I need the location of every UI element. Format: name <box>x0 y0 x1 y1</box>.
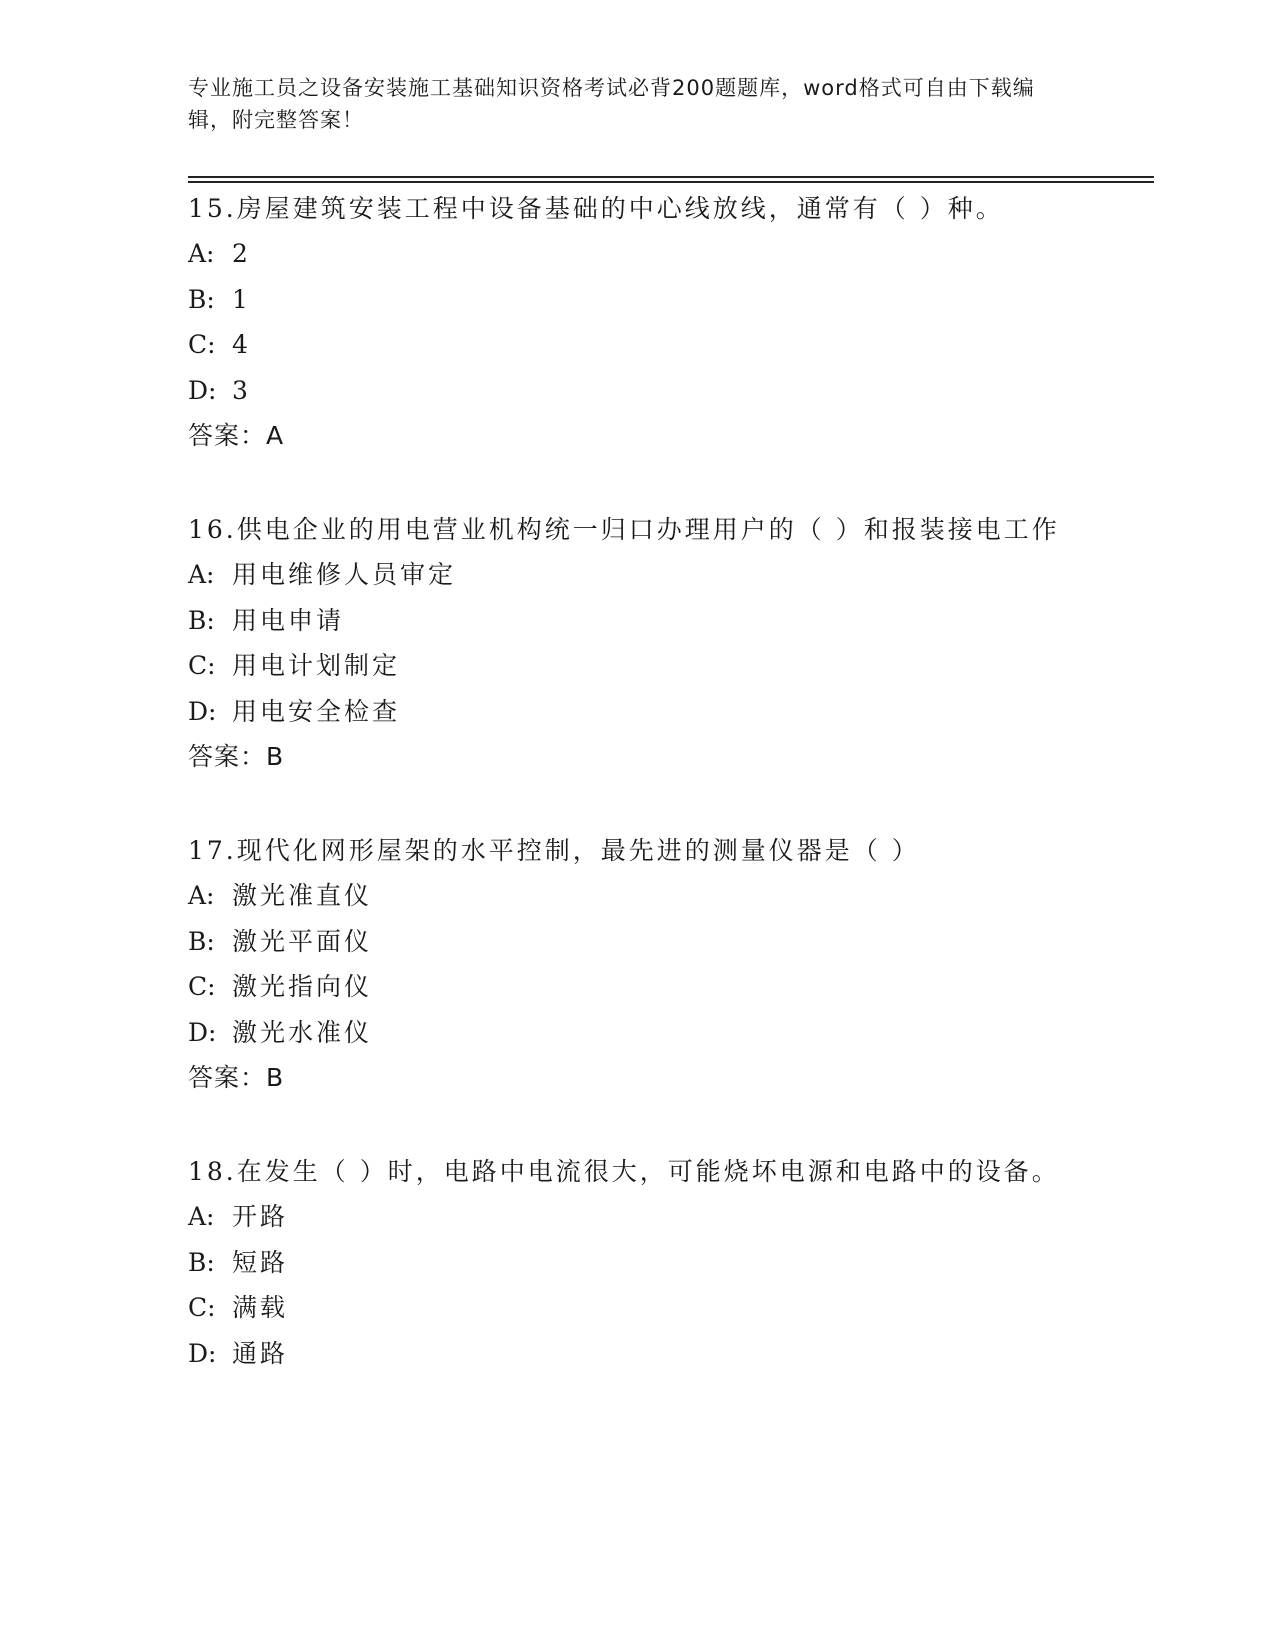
question-16 <box>188 507 1068 780</box>
option-text: 激光准直仪 <box>232 881 373 910</box>
option-a <box>188 873 1068 919</box>
option-d <box>188 368 1068 414</box>
option-text: 开路 <box>232 1202 289 1231</box>
question-15 <box>188 186 1068 459</box>
option-text: 激光平面仪 <box>232 926 373 956</box>
answer-line: 答案：B <box>188 742 285 771</box>
option-b <box>188 277 1068 323</box>
option-text: 用电安全检查 <box>232 696 401 726</box>
question-17 <box>188 828 1068 1101</box>
option-text: 用电申请 <box>232 605 345 635</box>
option-text: 用电维修人员审定 <box>232 560 457 589</box>
answer-line: 答案：B <box>188 1063 285 1092</box>
option-letter: A: <box>188 1202 215 1231</box>
option-letter: D: <box>188 375 217 405</box>
option-d <box>188 1010 1068 1056</box>
option-letter: D: <box>188 1338 217 1368</box>
question-stem: 18.在发生（ ）时，电路中电流很大，可能烧坏电源和电路中的设备。 <box>188 1157 1060 1186</box>
option-letter: C: <box>188 1293 216 1322</box>
question-stem: 15.房屋建筑安装工程中设备基础的中心线放线，通常有（ ）种。 <box>188 194 1004 223</box>
option-letter: A: <box>188 560 215 589</box>
question-stem: 16.供电企业的用电营业机构统一归口办理用户的（ ）和报装接电工作 <box>188 515 1060 544</box>
option-text: 3 <box>232 375 251 405</box>
option-c <box>188 643 1068 689</box>
option-letter: B: <box>188 926 215 956</box>
option-text: 4 <box>232 330 251 359</box>
option-text: 满载 <box>232 1293 289 1322</box>
option-letter: C: <box>188 651 216 680</box>
option-letter: A: <box>188 881 215 910</box>
option-a <box>188 231 1068 277</box>
option-text: 2 <box>232 239 251 268</box>
option-b <box>188 1240 1068 1286</box>
answer-line: 答案：A <box>188 421 285 450</box>
question-stem: 17.现代化网形屋架的水平控制，最先进的测量仪器是（ ） <box>188 836 920 865</box>
option-c <box>188 964 1068 1010</box>
question-18 <box>188 1149 1068 1376</box>
document-header: 专业施工员之设备安装施工基础知识资格考试必背200题题库，word格式可自由下载编辑，附完整答案！ <box>188 76 1035 132</box>
option-b <box>188 919 1068 965</box>
option-text: 通路 <box>232 1338 289 1368</box>
option-text: 短路 <box>232 1247 289 1277</box>
option-d <box>188 1331 1068 1377</box>
question-list <box>188 186 1068 1424</box>
option-letter: D: <box>188 1017 217 1047</box>
option-letter: C: <box>188 330 216 359</box>
header-divider-top <box>188 176 1154 178</box>
header-divider-bottom <box>188 181 1154 183</box>
option-a <box>188 1194 1068 1240</box>
option-letter: B: <box>188 284 215 314</box>
option-a <box>188 552 1068 598</box>
option-text: 激光指向仪 <box>232 972 373 1001</box>
option-c <box>188 1285 1068 1331</box>
option-d <box>188 689 1068 735</box>
option-letter: A: <box>188 239 215 268</box>
option-letter: B: <box>188 605 215 635</box>
option-letter: C: <box>188 972 216 1001</box>
option-c <box>188 322 1068 368</box>
option-letter: D: <box>188 696 217 726</box>
option-b <box>188 598 1068 644</box>
option-letter: B: <box>188 1247 215 1277</box>
option-text: 1 <box>232 284 251 314</box>
option-text: 激光水准仪 <box>232 1017 373 1047</box>
option-text: 用电计划制定 <box>232 651 401 680</box>
